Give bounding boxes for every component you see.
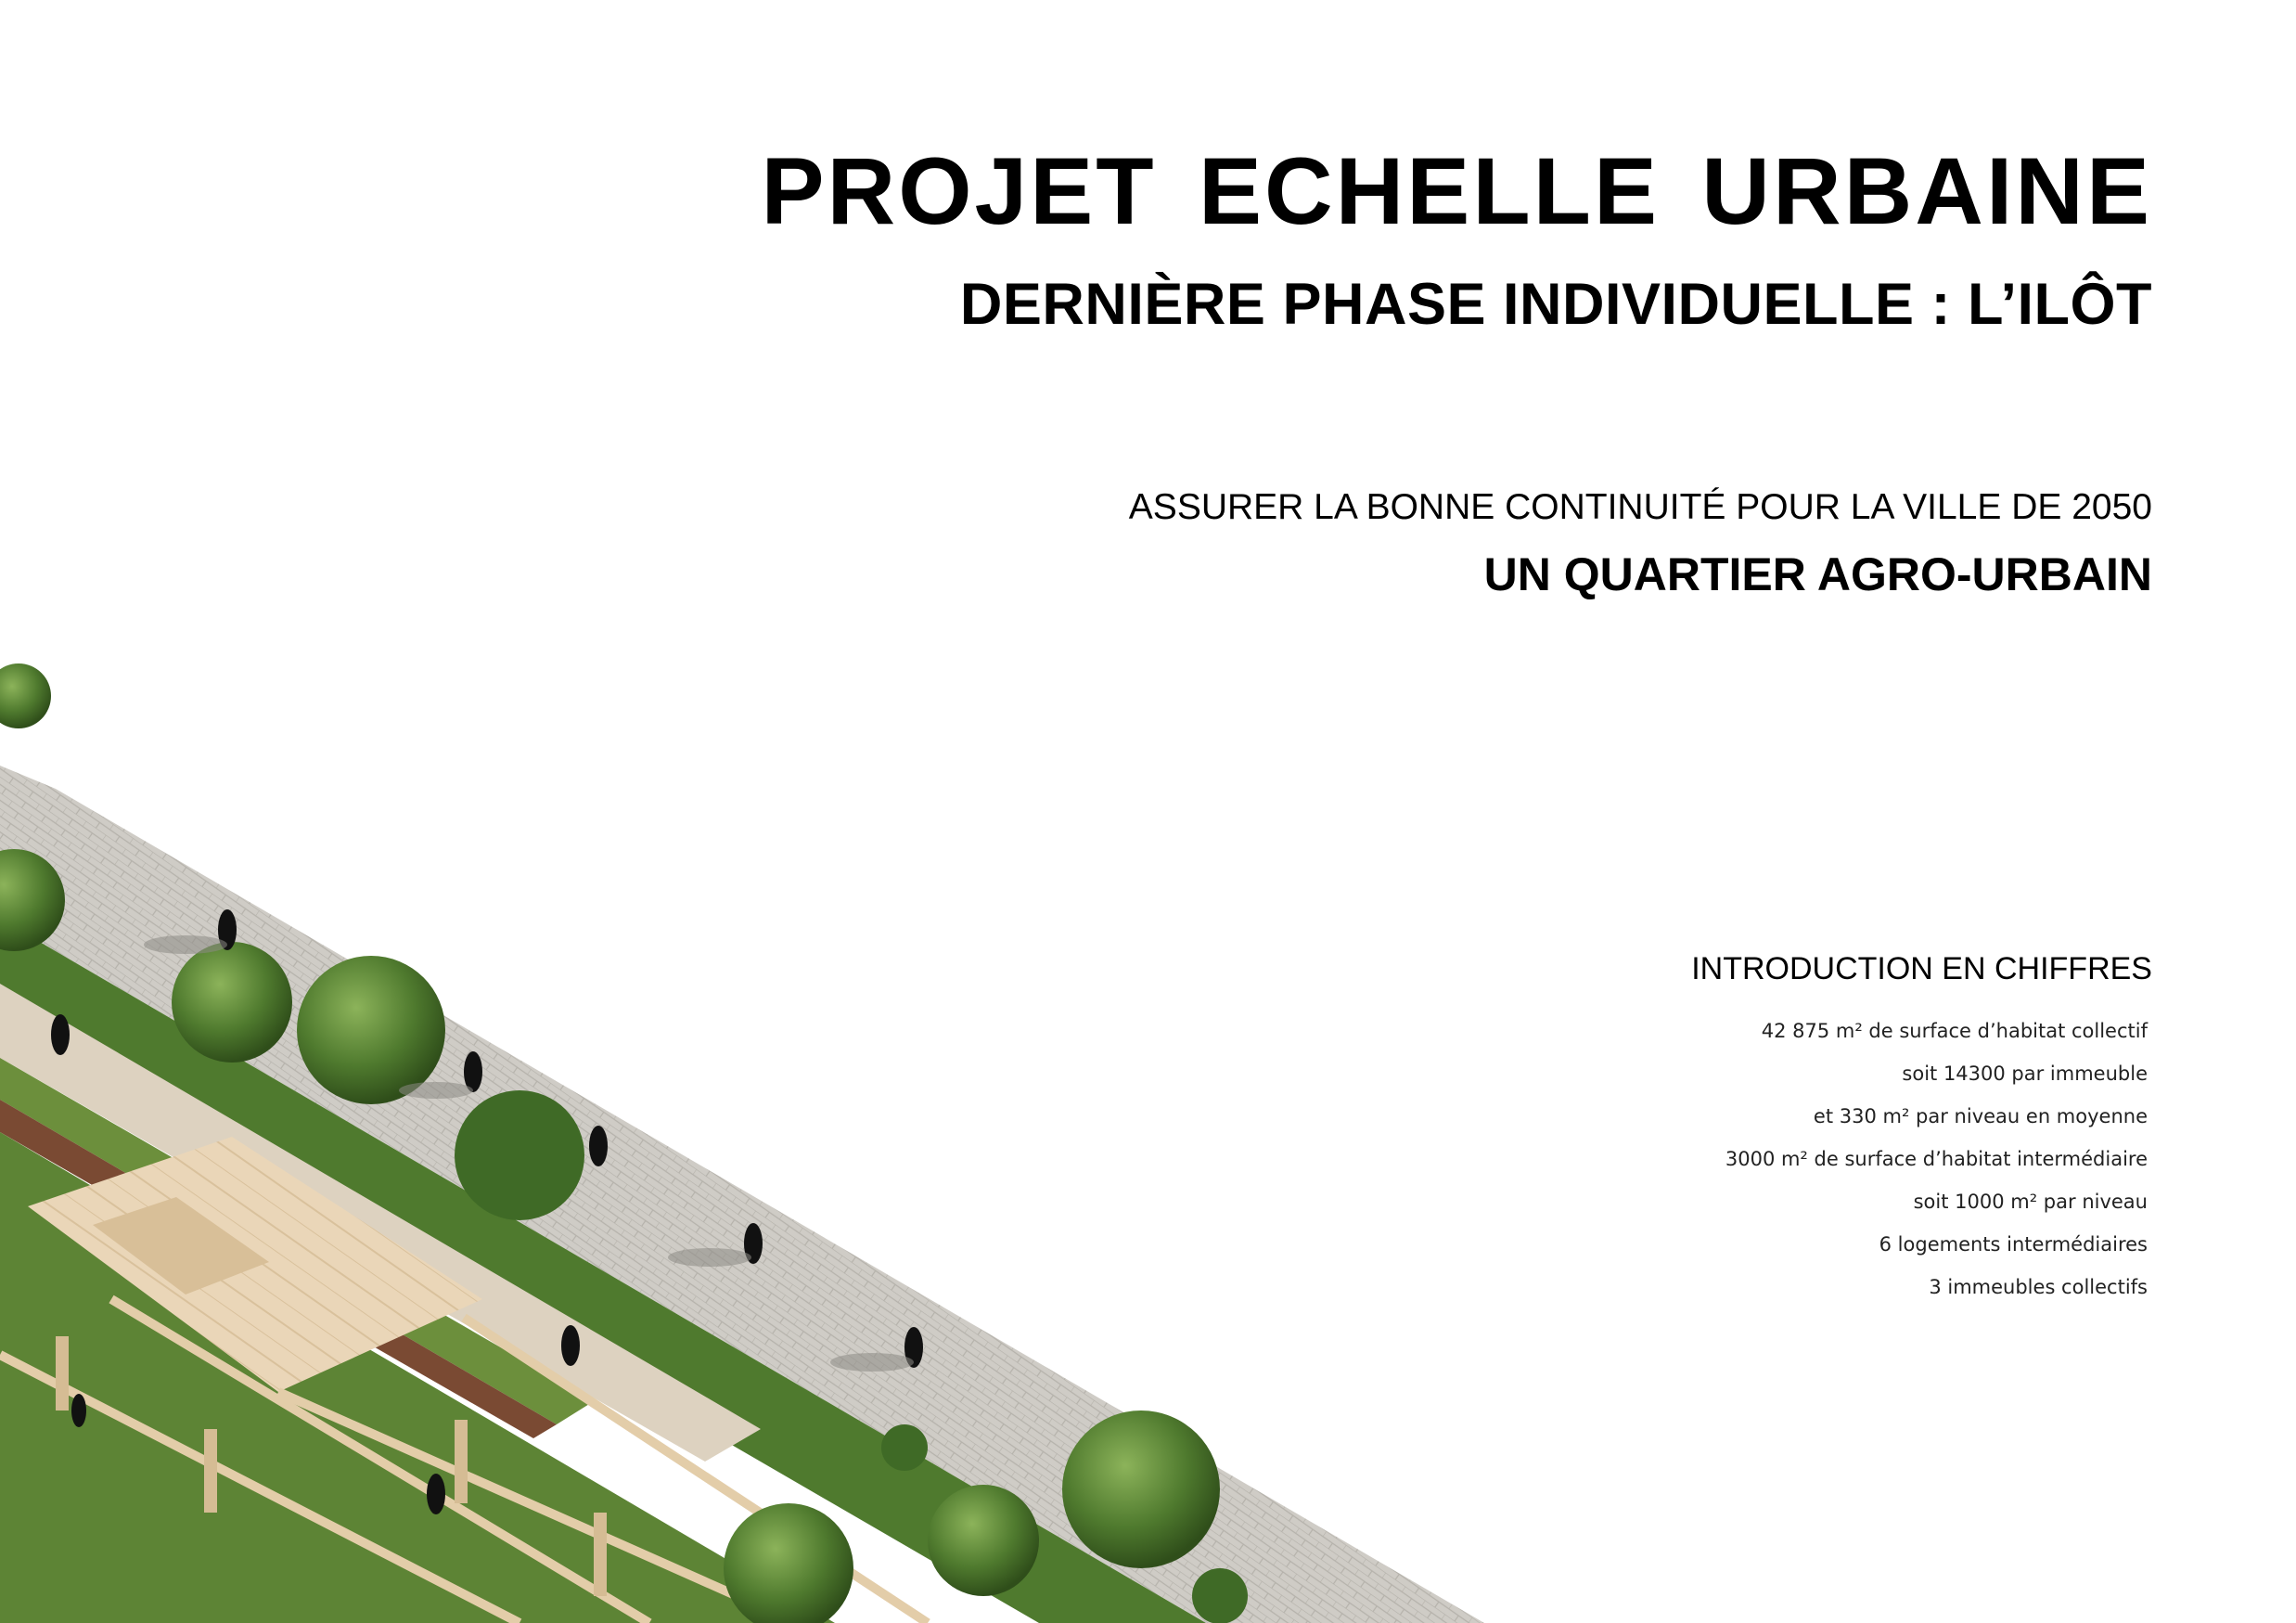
page-subtitle: DERNIÈRE PHASE INDIVIDUELLE : L’ILÔT — [959, 272, 2152, 337]
page-title: PROJET ECHELLE URBAINE — [761, 138, 2152, 244]
figure-line: 3000 m² de surface d’habitat intermédiaire — [1725, 1148, 2148, 1170]
figures-list — [1725, 1019, 2148, 1318]
tagline: ASSURER LA BONNE CONTINUITÉ POUR LA VILLE DE 2050 — [1128, 487, 2152, 527]
concept-title: UN QUARTIER AGRO-URBAIN — [1483, 548, 2152, 600]
figure-line: soit 14300 par immeuble — [1902, 1063, 2148, 1085]
figure-line: soit 1000 m² par niveau — [1913, 1191, 2148, 1213]
figure-line: 6 logements intermédiaires — [1879, 1233, 2148, 1256]
aerial-render-image — [0, 650, 1484, 1623]
figure-line: 3 immeubles collectifs — [1929, 1276, 2148, 1298]
figure-line: et 330 m² par niveau en moyenne — [1813, 1105, 2148, 1127]
figures-heading: INTRODUCTION EN CHIFFRES — [1691, 951, 2152, 986]
figure-line: 42 875 m² de surface d’habitat collectif — [1761, 1020, 2148, 1042]
